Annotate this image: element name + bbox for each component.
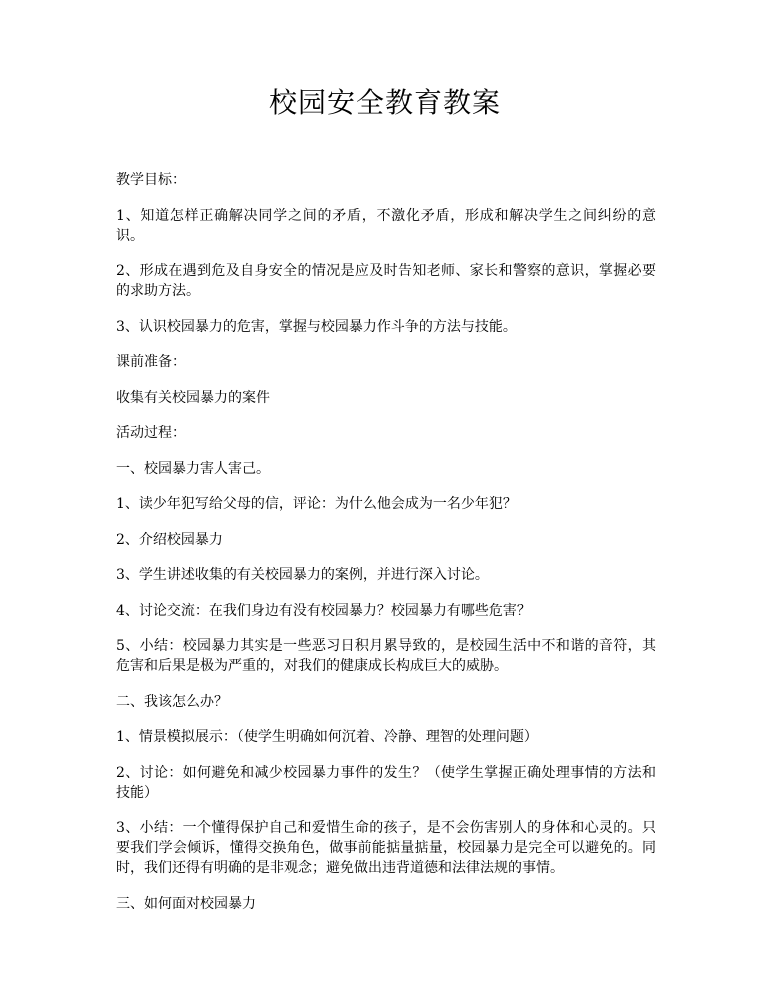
paragraph: 2、讨论：如何避免和减少校园暴力事件的发生？（使学生掌握正确处理事情的方法和技能） <box>116 764 656 801</box>
paragraph: 2、形成在遇到危及自身安全的情况是应及时告知老师、家长和警察的意识，掌握必要的求助方法。 <box>116 263 656 299</box>
paragraph: 3、认识校园暴力的危害，掌握与校园暴力作斗争的方法与技能。 <box>116 318 517 335</box>
paragraph: 4、讨论交流：在我们身边有没有校园暴力？校园暴力有哪些危害？ <box>116 602 531 619</box>
paragraph: 课前准备： <box>116 354 186 370</box>
paragraph: 1、知道怎样正确解决同学之间的矛盾，不激化矛盾，形成和解决学生之间纠纷的意识。 <box>116 207 656 244</box>
paragraph: 1、情景模拟展示：（使学生明确如何沉着、冷静、理智的处理问题） <box>116 729 538 745</box>
paragraph: 5、小结：校园暴力其实是一些恶习日积月累导致的，是校园生活中不和谐的音符，其危害和后果是极为严重的，对我们的健康成长构成巨大的威胁。 <box>116 638 656 674</box>
paragraph: 2、介绍校园暴力 <box>116 531 223 548</box>
paragraph: 1、读少年犯写给父母的信，评论：为什么他会成为一名少年犯？ <box>116 496 517 512</box>
paragraph: 活动过程： <box>116 425 186 441</box>
paragraph: 收集有关校园暴力的案件 <box>116 389 270 406</box>
paragraph: 三、如何面对校园暴力 <box>116 895 256 912</box>
paragraph: 二、我该怎么办？ <box>116 693 228 710</box>
document-title: 校园安全教育教案 <box>268 86 501 119</box>
document-body <box>116 170 656 929</box>
paragraph: 3、小结：一个懂得保护自己和爱惜生命的孩子，是不会伤害别人的身体和心灵的。只要我们学会倾诉，懂得交换角色，做事前能掂量掂量，校园暴力是完全可以避免的。同时，我们还得有明确的是非观念；避免做出违背道德和法律法规的事情。 <box>116 820 656 876</box>
paragraph: 教学目标： <box>116 172 186 188</box>
paragraph: 3、学生讲述收集的有关校园暴力的案例，并进行深入讨论。 <box>116 567 489 583</box>
paragraph: 一、校园暴力害人害己。 <box>116 460 270 477</box>
